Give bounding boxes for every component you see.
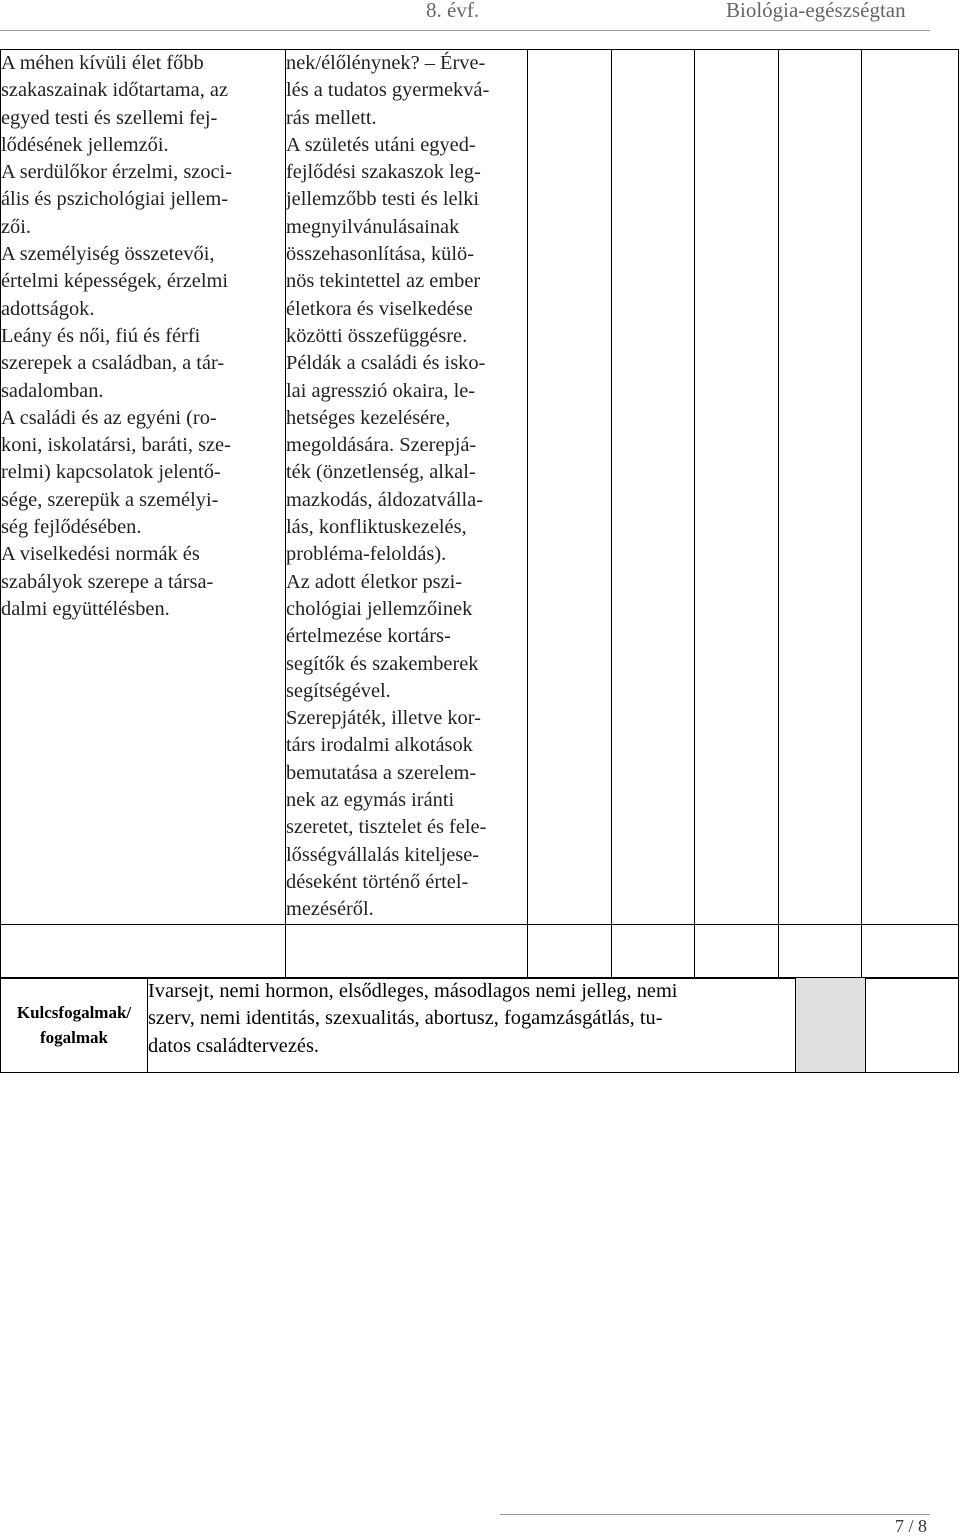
text-line: Az adott életkor pszi- xyxy=(286,570,463,593)
text-line: értelmezése kortárs- xyxy=(286,625,451,648)
text-line: Leány és női, fiú és férfi xyxy=(1,324,201,347)
text-line: szerv, nemi identitás, szexualitás, abortusz, fogamzásgátlás, tu- xyxy=(148,1007,663,1030)
text-line: zői. xyxy=(1,215,32,238)
text-line: megoldására. Szerepjá- xyxy=(286,434,477,457)
activity-text xyxy=(286,50,527,924)
empty-cell xyxy=(528,924,612,978)
text-line: A születés utáni egyed- xyxy=(286,133,476,156)
empty-cell xyxy=(695,50,779,925)
text-line: Szerepjáték, illetve kor- xyxy=(286,707,481,730)
text-line: értelmi képességek, érzelmi xyxy=(1,270,229,293)
empty-cell xyxy=(862,50,959,925)
text-line: összehasonlítása, külö- xyxy=(286,243,475,266)
text-line: A családi és az egyéni (ro- xyxy=(1,406,217,429)
text-line: mezéséről. xyxy=(286,898,374,921)
key-concepts-table xyxy=(0,977,959,1073)
page-number: 7 / 8 xyxy=(895,1516,928,1536)
grade-label: 8. évf. xyxy=(426,0,480,22)
text-line: segítők és szakemberek xyxy=(286,652,479,675)
text-line: szabályok szerepe a társa- xyxy=(1,570,214,593)
text-line: bemutatása a szerelem- xyxy=(286,761,477,784)
text-line: közötti összefüggésre. xyxy=(286,324,468,347)
text-line: társ irodalmi alkotások xyxy=(286,734,473,757)
footer-divider xyxy=(500,1514,930,1515)
text-line: A méhen kívüli élet főbb xyxy=(1,52,204,74)
text-line: ték (önzetlenség, alkal- xyxy=(286,461,476,484)
text-line: mazkodás, áldozatválla- xyxy=(286,488,484,511)
empty-cell xyxy=(612,50,695,925)
empty-cell xyxy=(862,924,959,978)
text-line: probléma-feloldás). xyxy=(286,543,447,566)
text-line: szerepek a családban, a tár- xyxy=(1,352,225,375)
subject-label: Biológia-egészségtan xyxy=(726,0,906,22)
shaded-cell xyxy=(796,978,866,1073)
text-line: chológiai jellemzőinek xyxy=(286,597,473,620)
key-concepts-text xyxy=(148,978,796,1073)
text-line: A viselkedési normák és xyxy=(1,543,200,566)
text-line: dalmi együttélésben. xyxy=(1,597,170,620)
text-line: sadalomban. xyxy=(1,379,104,402)
text-line: A serdülőkor érzelmi, szoci- xyxy=(1,161,233,184)
text-line: jellemzőbb testi és lelki xyxy=(286,188,480,211)
header-divider xyxy=(0,30,930,31)
text-line: datos családtervezés. xyxy=(148,1034,319,1057)
text-line: életkora és viselkedése xyxy=(286,297,473,320)
text-line: egyed testi és szellemi fej- xyxy=(1,106,218,129)
text-line: lősségvállalás kiteljese- xyxy=(286,843,480,866)
text-line: ség fejlődésében. xyxy=(1,516,142,539)
text-line: hetséges kezelésére, xyxy=(286,406,451,429)
text-line: fejlődési szakaszok leg- xyxy=(286,161,481,184)
text-line: ális és pszichológiai jellem- xyxy=(1,188,229,211)
text-line: szeretet, tisztelet és fele- xyxy=(286,816,487,839)
text-line: déseként történő értel- xyxy=(286,870,469,893)
key-label-line: fogalmak xyxy=(40,1028,108,1047)
empty-cell xyxy=(779,924,862,978)
text-line: nek az egymás iránti xyxy=(286,789,455,812)
text-line: lás, konfliktuskezelés, xyxy=(286,516,467,539)
empty-cell xyxy=(286,924,528,978)
empty-cell xyxy=(866,978,959,1073)
text-line: rás mellett. xyxy=(286,106,377,129)
content-cell xyxy=(1,50,286,925)
empty-cell xyxy=(528,50,612,925)
activity-cell xyxy=(286,50,528,925)
text-line: megnyilvánulásainak xyxy=(286,215,460,238)
empty-cell xyxy=(612,924,695,978)
text-line: segítségével. xyxy=(286,679,391,702)
text-line: relmi) kapcsolatok jelentő- xyxy=(1,461,221,484)
text-line: nek/élőlénynek? – Érve- xyxy=(286,52,486,74)
text-line: Példák a családi és isko- xyxy=(286,352,486,375)
empty-cell xyxy=(1,924,286,978)
text-line: A személyiség összetevői, xyxy=(1,243,215,266)
text-line: sége, szerepük a személyi- xyxy=(1,488,219,511)
content-text xyxy=(1,50,285,623)
empty-cell xyxy=(695,924,779,978)
key-concepts-label xyxy=(1,978,148,1073)
text-line: lés a tudatos gyermekvá- xyxy=(286,79,490,102)
text-line: adottságok. xyxy=(1,297,95,320)
curriculum-table xyxy=(0,49,959,979)
empty-cell xyxy=(779,50,862,925)
text-line: lődésének jellemzői. xyxy=(1,133,169,156)
page-header xyxy=(0,0,960,30)
text-line: Ivarsejt, nemi hormon, elsődleges, másodlagos nemi jelleg, nemi xyxy=(148,980,678,1002)
text-line: lai agresszió okaira, le- xyxy=(286,379,476,402)
key-label-line: Kulcsfogalmak/ xyxy=(16,1003,132,1022)
text-line: szakaszainak időtartama, az xyxy=(1,79,229,102)
text-line: koni, iskolatársi, baráti, sze- xyxy=(1,434,231,457)
text-line: nös tekintettel az ember xyxy=(286,270,481,293)
